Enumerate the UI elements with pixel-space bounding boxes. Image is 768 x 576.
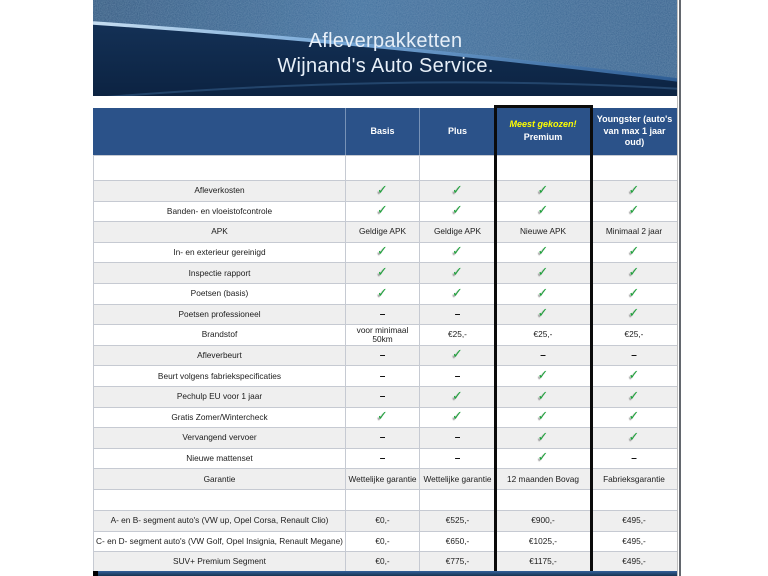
table-header-row bbox=[93, 108, 678, 155]
header-plus: Plus bbox=[420, 108, 496, 155]
cell-premium bbox=[496, 202, 591, 222]
check-icon: ✓ bbox=[537, 203, 549, 219]
cell-basis bbox=[346, 305, 420, 325]
cell-basis bbox=[346, 181, 420, 201]
cell-youngster: €495,- bbox=[591, 552, 678, 572]
bottom-banner-strip bbox=[93, 571, 678, 576]
table-row bbox=[93, 201, 678, 222]
dash-mark: – bbox=[379, 432, 386, 444]
cell-plus bbox=[420, 156, 496, 180]
check-icon: ✓ bbox=[537, 265, 549, 281]
cell-basis bbox=[346, 202, 420, 222]
dash-mark: – bbox=[454, 308, 461, 320]
cell-premium bbox=[496, 156, 591, 180]
header-basis: Basis bbox=[346, 108, 420, 155]
check-icon: ✓ bbox=[628, 285, 640, 301]
table-row bbox=[93, 510, 678, 531]
dash-mark: – bbox=[631, 350, 637, 362]
table-row bbox=[93, 345, 678, 366]
cell-basis: Geldige APK bbox=[346, 222, 420, 242]
table-row bbox=[93, 448, 678, 469]
row-label: Banden- en vloeistofcontrole bbox=[93, 202, 346, 222]
table-body bbox=[93, 155, 678, 572]
cell-plus: Wettelijke garantie bbox=[420, 469, 496, 489]
check-icon: ✓ bbox=[628, 306, 640, 322]
cell-premium: 12 maanden Bovag bbox=[496, 469, 591, 489]
cell-youngster bbox=[591, 490, 678, 510]
row-label: Poetsen professioneel bbox=[93, 305, 346, 325]
dash-mark: – bbox=[454, 370, 461, 382]
check-icon: ✓ bbox=[628, 203, 640, 219]
cell-premium: Nieuwe APK bbox=[496, 222, 591, 242]
table-row bbox=[93, 468, 678, 489]
cell-plus: €525,- bbox=[420, 511, 496, 531]
cell-youngster bbox=[591, 428, 678, 448]
row-label: A- en B- segment auto's (VW up, Opel Corsa, Renault Clio) bbox=[93, 511, 346, 531]
check-icon: ✓ bbox=[452, 203, 463, 219]
cell-plus bbox=[420, 408, 496, 428]
header-premium-label: Premium bbox=[523, 132, 563, 142]
cell-premium bbox=[496, 387, 591, 407]
cell-youngster: Fabrieksgarantie bbox=[591, 469, 678, 489]
cell-premium bbox=[496, 243, 591, 263]
dash-mark: – bbox=[379, 453, 386, 465]
cell-plus bbox=[420, 305, 496, 325]
check-icon: ✓ bbox=[537, 182, 549, 198]
cell-plus bbox=[420, 243, 496, 263]
row-label: Gratis Zomer/Wintercheck bbox=[93, 408, 346, 428]
row-label bbox=[93, 156, 346, 180]
check-icon: ✓ bbox=[537, 306, 549, 322]
row-label: Poetsen (basis) bbox=[93, 284, 346, 304]
table-row bbox=[93, 180, 678, 201]
cell-basis bbox=[346, 243, 420, 263]
row-label: Nieuwe mattenset bbox=[93, 449, 346, 469]
cell-basis: €0,- bbox=[346, 552, 420, 572]
cell-basis bbox=[346, 428, 420, 448]
cell-premium bbox=[496, 181, 591, 201]
cell-premium bbox=[496, 284, 591, 304]
cell-plus bbox=[420, 346, 496, 366]
cell-basis bbox=[346, 263, 420, 283]
cell-basis bbox=[346, 449, 420, 469]
row-label: Afleverbeurt bbox=[93, 346, 346, 366]
banner-title-line2: Wijnand's Auto Service. bbox=[277, 55, 494, 77]
row-label: In- en exterieur gereinigd bbox=[93, 243, 346, 263]
cell-plus bbox=[420, 366, 496, 386]
check-icon: ✓ bbox=[377, 285, 388, 301]
table-row bbox=[93, 407, 678, 428]
cell-basis: €0,- bbox=[346, 511, 420, 531]
check-icon: ✓ bbox=[537, 450, 549, 466]
table-row bbox=[93, 551, 678, 572]
cell-youngster: €495,- bbox=[591, 511, 678, 531]
cell-premium: €25,- bbox=[496, 325, 591, 345]
cell-youngster: €495,- bbox=[591, 532, 678, 552]
check-icon: ✓ bbox=[452, 388, 463, 404]
cell-youngster bbox=[591, 243, 678, 263]
cell-youngster bbox=[591, 449, 678, 469]
cell-premium bbox=[496, 449, 591, 469]
spacer-row bbox=[93, 155, 678, 180]
cell-premium bbox=[496, 305, 591, 325]
cell-youngster bbox=[591, 408, 678, 428]
cell-plus bbox=[420, 202, 496, 222]
check-icon: ✓ bbox=[452, 409, 463, 425]
row-label: SUV+ Premium Segment bbox=[93, 552, 346, 572]
cell-youngster bbox=[591, 156, 678, 180]
packages-table bbox=[93, 108, 678, 572]
page-right-border-dark bbox=[679, 0, 681, 576]
check-icon: ✓ bbox=[628, 409, 640, 425]
check-icon: ✓ bbox=[628, 388, 640, 404]
header-youngster: Youngster (auto's van max 1 jaar oud) bbox=[596, 113, 673, 148]
check-icon: ✓ bbox=[377, 244, 388, 260]
cell-plus bbox=[420, 284, 496, 304]
cell-premium bbox=[496, 346, 591, 366]
check-icon: ✓ bbox=[377, 203, 388, 219]
dash-mark: – bbox=[631, 453, 637, 465]
cell-basis: Wettelijke garantie bbox=[346, 469, 420, 489]
check-icon: ✓ bbox=[628, 429, 640, 445]
row-label: C- en D- segment auto's (VW Golf, Opel Insignia, Renault Megane) bbox=[93, 532, 346, 552]
dash-mark: – bbox=[379, 391, 386, 403]
cell-premium: €1175,- bbox=[496, 552, 591, 572]
page-right-border-light bbox=[677, 0, 678, 576]
cell-youngster: €25,- bbox=[591, 325, 678, 345]
cell-basis bbox=[346, 408, 420, 428]
row-label bbox=[93, 490, 346, 510]
cell-basis bbox=[346, 490, 420, 510]
row-label: Garantie bbox=[93, 469, 346, 489]
cell-basis bbox=[346, 346, 420, 366]
table-row bbox=[93, 427, 678, 448]
banner-title bbox=[93, 0, 678, 96]
check-icon: ✓ bbox=[537, 367, 549, 383]
table-row bbox=[93, 221, 678, 242]
check-icon: ✓ bbox=[377, 409, 388, 425]
cell-plus: €650,- bbox=[420, 532, 496, 552]
row-label: Inspectie rapport bbox=[93, 263, 346, 283]
header-premium bbox=[496, 108, 591, 155]
cell-basis bbox=[346, 284, 420, 304]
cell-plus: €775,- bbox=[420, 552, 496, 572]
table-row bbox=[93, 531, 678, 552]
cell-basis bbox=[346, 156, 420, 180]
cell-plus bbox=[420, 181, 496, 201]
cell-premium bbox=[496, 428, 591, 448]
cell-premium: €1025,- bbox=[496, 532, 591, 552]
dash-mark: – bbox=[379, 350, 386, 362]
table-row bbox=[93, 304, 678, 325]
dash-mark: – bbox=[454, 453, 461, 465]
cell-youngster bbox=[591, 346, 678, 366]
row-label: Beurt volgens fabriekspecificaties bbox=[93, 366, 346, 386]
cell-plus bbox=[420, 387, 496, 407]
spacer-row bbox=[93, 489, 678, 510]
check-icon: ✓ bbox=[628, 182, 640, 198]
cell-youngster bbox=[591, 202, 678, 222]
check-icon: ✓ bbox=[452, 244, 463, 260]
table-row bbox=[93, 386, 678, 407]
cell-premium bbox=[496, 263, 591, 283]
check-icon: ✓ bbox=[628, 265, 640, 281]
cell-plus bbox=[420, 263, 496, 283]
check-icon: ✓ bbox=[537, 429, 549, 445]
dash-mark: – bbox=[379, 308, 386, 320]
check-icon: ✓ bbox=[537, 388, 549, 404]
dash-mark: – bbox=[379, 370, 386, 382]
table-row bbox=[93, 262, 678, 283]
header-feature-column bbox=[93, 108, 346, 155]
cell-youngster bbox=[591, 263, 678, 283]
check-icon: ✓ bbox=[537, 244, 549, 260]
banner bbox=[93, 0, 678, 96]
check-icon: ✓ bbox=[377, 265, 388, 281]
check-icon: ✓ bbox=[452, 347, 463, 363]
cell-basis: €0,- bbox=[346, 532, 420, 552]
check-icon: ✓ bbox=[452, 285, 463, 301]
cell-youngster bbox=[591, 366, 678, 386]
table-row bbox=[93, 365, 678, 386]
cell-premium: €900,- bbox=[496, 511, 591, 531]
check-icon: ✓ bbox=[537, 409, 549, 425]
row-label: Brandstof bbox=[93, 325, 346, 345]
check-icon: ✓ bbox=[628, 367, 640, 383]
cell-basis bbox=[346, 387, 420, 407]
check-icon: ✓ bbox=[537, 285, 549, 301]
cell-plus bbox=[420, 449, 496, 469]
check-icon: ✓ bbox=[452, 265, 463, 281]
row-label: APK bbox=[93, 222, 346, 242]
table-row bbox=[93, 242, 678, 263]
dash-mark: – bbox=[454, 432, 461, 444]
banner-title-line1: Afleverpakketten bbox=[308, 30, 463, 52]
cell-plus bbox=[420, 490, 496, 510]
row-label: Vervangend vervoer bbox=[93, 428, 346, 448]
cell-youngster: Minimaal 2 jaar bbox=[591, 222, 678, 242]
cell-premium bbox=[496, 366, 591, 386]
row-label: Afleverkosten bbox=[93, 181, 346, 201]
cell-plus bbox=[420, 428, 496, 448]
cell-youngster bbox=[591, 181, 678, 201]
cell-premium bbox=[496, 408, 591, 428]
cell-plus: Geldige APK bbox=[420, 222, 496, 242]
cell-basis: voor minimaal 50km bbox=[346, 325, 420, 345]
most-chosen-badge: Meest gekozen! bbox=[509, 119, 577, 130]
cell-youngster bbox=[591, 387, 678, 407]
table-row bbox=[93, 324, 678, 345]
row-label: Pechulp EU voor 1 jaar bbox=[93, 387, 346, 407]
dash-mark: – bbox=[540, 350, 546, 362]
table-row bbox=[93, 283, 678, 304]
check-icon: ✓ bbox=[628, 244, 640, 260]
cell-premium bbox=[496, 490, 591, 510]
cell-youngster bbox=[591, 284, 678, 304]
cell-youngster bbox=[591, 305, 678, 325]
check-icon: ✓ bbox=[452, 182, 463, 198]
check-icon: ✓ bbox=[377, 182, 388, 198]
cell-plus: €25,- bbox=[420, 325, 496, 345]
cell-basis bbox=[346, 366, 420, 386]
